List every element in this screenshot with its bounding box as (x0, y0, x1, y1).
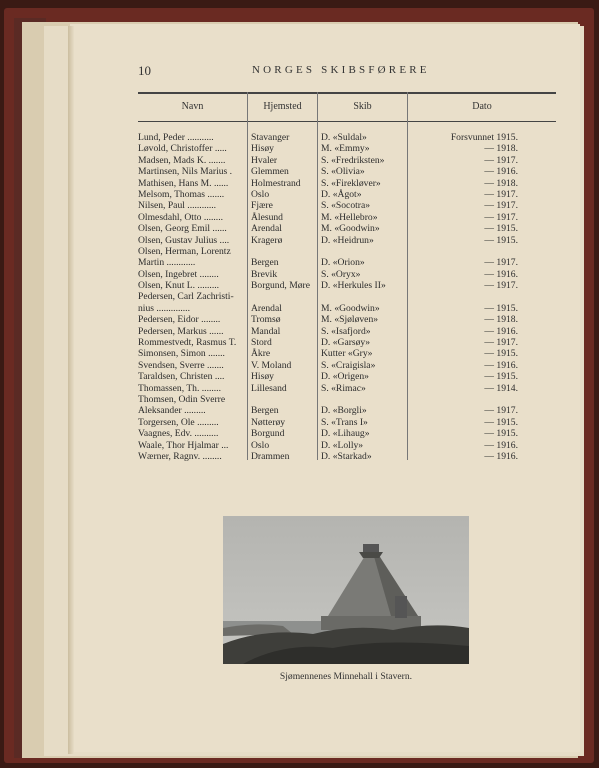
table-row (138, 178, 556, 189)
cell-home: Drammen (251, 450, 290, 462)
cell-name: Thomsen, Odin Sverre (138, 393, 226, 405)
cell-name: Aleksander ......... (138, 405, 206, 417)
cell-home: Brevik (251, 268, 278, 280)
cell-home: Tromsø (251, 314, 281, 326)
cell-ship: S. «Oryx» (321, 268, 361, 280)
cell-home: Bergen (251, 257, 279, 269)
cell-home: Oslo (251, 439, 270, 451)
cell-name: Olsen, Herman, Lorentz (138, 245, 231, 257)
table-row (138, 383, 556, 394)
captains-table (138, 92, 556, 460)
cell-name: Olsen, Ingebret ........ (138, 268, 219, 280)
cell-date: — 1917. (484, 337, 518, 349)
cell-name: Madsen, Mads K. ....... (138, 154, 226, 166)
cell-home: Stord (251, 337, 272, 349)
cell-name: Wærner, Ragnv. ........ (138, 450, 222, 462)
table-row (138, 155, 556, 166)
cell-name: Mathisen, Hans M. ...... (138, 177, 229, 189)
cell-date: — 1917. (484, 188, 518, 200)
cell-ship: S. «Firekløver» (321, 177, 381, 189)
cell-name: Nilsen, Paul ............ (138, 200, 217, 212)
table-row (138, 451, 556, 462)
cell-home: Arendal (251, 223, 282, 235)
cell-date: — 1915. (484, 428, 518, 440)
table-row (138, 394, 556, 405)
table-body (138, 132, 556, 462)
header-date: Dato (472, 101, 492, 112)
header-home: Hjemsted (263, 101, 302, 112)
cell-home: Oslo (251, 188, 270, 200)
table-row (138, 440, 556, 451)
cell-date: — 1916. (484, 166, 518, 178)
cell-ship: S. «Craigisla» (321, 359, 376, 371)
table-row (138, 291, 556, 302)
table-row (138, 200, 556, 211)
cell-home: Hisøy (251, 371, 274, 383)
cell-ship: D. «Lolly» (321, 439, 364, 451)
cell-date: — 1917. (484, 405, 518, 417)
cell-ship: D. «Suldal» (321, 132, 367, 143)
table-row (138, 246, 556, 257)
monument-photo-image (223, 516, 469, 664)
cell-home: Nøtterøy (251, 416, 286, 428)
table-row (138, 348, 556, 359)
cell-name: Waale, Thor Hjalmar ... (138, 439, 229, 451)
cell-ship: S. «Fredriksten» (321, 154, 385, 166)
cell-name: Olmesdahl, Otto ........ (138, 211, 224, 223)
cell-home: Arendal (251, 302, 282, 314)
cell-name: Lund, Peder ........... (138, 132, 214, 143)
cell-name: Rommestvedt, Rasmus T. (138, 337, 237, 349)
cell-name: Pedersen, Eidor ........ (138, 314, 221, 326)
table-row (138, 360, 556, 371)
table-row (138, 257, 556, 268)
photo-caption: Sjømennenes Minnehall i Stavern. (279, 671, 413, 682)
cell-name: Martin ............ (138, 257, 196, 269)
cell-date: — 1917. (484, 154, 518, 166)
table-row (138, 235, 556, 246)
cell-name: Simonsen, Simon ....... (138, 348, 225, 360)
cell-date: — 1914. (484, 382, 518, 394)
cell-home: Holmestrand (251, 177, 301, 189)
cell-home: Fjære (251, 200, 273, 212)
cell-date: — 1917. (484, 280, 518, 292)
cell-ship: D. «Lihaug» (321, 428, 370, 440)
table-header-rule (138, 121, 556, 122)
cell-ship: D. «Orion» (321, 257, 365, 269)
cell-name: Olsen, Knut L. ......... (138, 280, 220, 292)
cell-date: — 1915. (484, 371, 518, 383)
cell-name: Taraldsen, Christen .... (138, 371, 225, 383)
cell-ship: Kutter «Gry» (321, 348, 373, 360)
table-row (138, 314, 556, 325)
cell-home: Stavanger (251, 132, 290, 143)
cell-ship: M. «Emmy» (321, 143, 370, 155)
table-top-rule (138, 92, 556, 94)
cell-date: — 1915. (484, 348, 518, 360)
table-row (138, 417, 556, 428)
table-row (138, 166, 556, 177)
cell-home: Borgund (251, 428, 285, 440)
cell-date: — 1915. (484, 234, 518, 246)
header-ship: Skib (353, 101, 372, 112)
table-row (138, 143, 556, 154)
cell-home: Åkre (251, 348, 271, 360)
page-number: 10 (138, 63, 151, 78)
cell-date: — 1916. (484, 268, 518, 280)
cell-ship: M. «Goodwin» (321, 302, 380, 314)
cell-ship: M. «Goodwin» (321, 223, 380, 235)
table-row (138, 326, 556, 337)
table-row (138, 280, 556, 291)
cell-name: Løvold, Christoffer ..... (138, 143, 227, 155)
header-name: Navn (181, 101, 204, 112)
table-row (138, 223, 556, 234)
cell-ship: D. «Starkad» (321, 450, 372, 462)
cell-date: — 1916. (484, 439, 518, 451)
cell-ship: D. «Garsøy» (321, 337, 371, 349)
cell-home: Kragerø (251, 234, 283, 246)
cell-date: — 1915. (484, 416, 518, 428)
cell-date: — 1918. (484, 314, 518, 326)
table-row (138, 189, 556, 200)
table-row (138, 371, 556, 382)
cell-home: Bergen (251, 405, 279, 417)
table-row (138, 269, 556, 280)
cell-ship: D. «Ågot» (321, 188, 362, 200)
cell-ship: S. «Trans I» (321, 416, 368, 428)
cell-date: — 1918. (484, 143, 518, 155)
running-head: NORGES SKIBSFØRERE (252, 64, 430, 76)
cell-ship: D. «Herkules II» (321, 280, 386, 292)
cell-ship: M. «Sjøløven» (321, 314, 379, 326)
cell-name: Olsen, Gustav Julius .... (138, 234, 230, 246)
cell-date: — 1915. (484, 223, 518, 235)
cell-ship: D. «Heidrun» (321, 234, 374, 246)
monument-photo (223, 516, 469, 664)
cell-home: Glemmen (251, 166, 289, 178)
cell-name: Pedersen, Markus ...... (138, 325, 224, 337)
cell-date: — 1917. (484, 200, 518, 212)
cell-date: — 1916. (484, 325, 518, 337)
cell-name: Svendsen, Sverre ....... (138, 359, 224, 371)
cell-home: Lillesand (251, 382, 287, 394)
cell-date: — 1918. (484, 177, 518, 189)
cell-date: Forsvunnet 1915. (450, 132, 518, 143)
cell-name: Thomassen, Th. ........ (138, 382, 221, 394)
cell-date: — 1916. (484, 359, 518, 371)
cell-home: Hvaler (251, 154, 278, 166)
cell-home: Ålesund (251, 211, 283, 223)
table-row (138, 428, 556, 439)
table-row (138, 212, 556, 223)
cell-name: Martinsen, Nils Marius . (138, 166, 233, 178)
cell-home: Mandal (251, 325, 281, 337)
cell-ship: S. «Isafjord» (321, 325, 371, 337)
cell-ship: M. «Hellebro» (321, 211, 378, 223)
cell-date: — 1916. (484, 450, 518, 462)
cell-date: — 1915. (484, 302, 518, 314)
cell-ship: S. «Rimac» (321, 382, 366, 394)
cell-name: Torgersen, Ole ......... (138, 416, 219, 428)
cell-ship: S. «Olivia» (321, 166, 365, 178)
cell-date: — 1917. (484, 257, 518, 269)
table-row (138, 337, 556, 348)
cell-name: Vaagnes, Edv. .......... (138, 428, 219, 440)
cell-date: — 1917. (484, 211, 518, 223)
cell-ship: D. «Origen» (321, 371, 369, 383)
cell-home: Hisøy (251, 143, 274, 155)
cell-name: nius .............. (138, 302, 190, 314)
table-row (138, 405, 556, 416)
cell-ship: S. «Socotra» (321, 200, 371, 212)
cell-name: Melsom, Thomas ....... (138, 188, 225, 200)
cell-home: Borgund, Møre (251, 280, 310, 292)
cell-home: V. Moland (251, 359, 292, 371)
cell-name: Olsen, Georg Emil ...... (138, 223, 227, 235)
cell-ship: D. «Borgli» (321, 405, 367, 417)
page-binding-shadow (68, 26, 74, 754)
table-row (138, 132, 556, 143)
table-row (138, 303, 556, 314)
cell-name: Pedersen, Carl Zachristi- (138, 291, 234, 303)
